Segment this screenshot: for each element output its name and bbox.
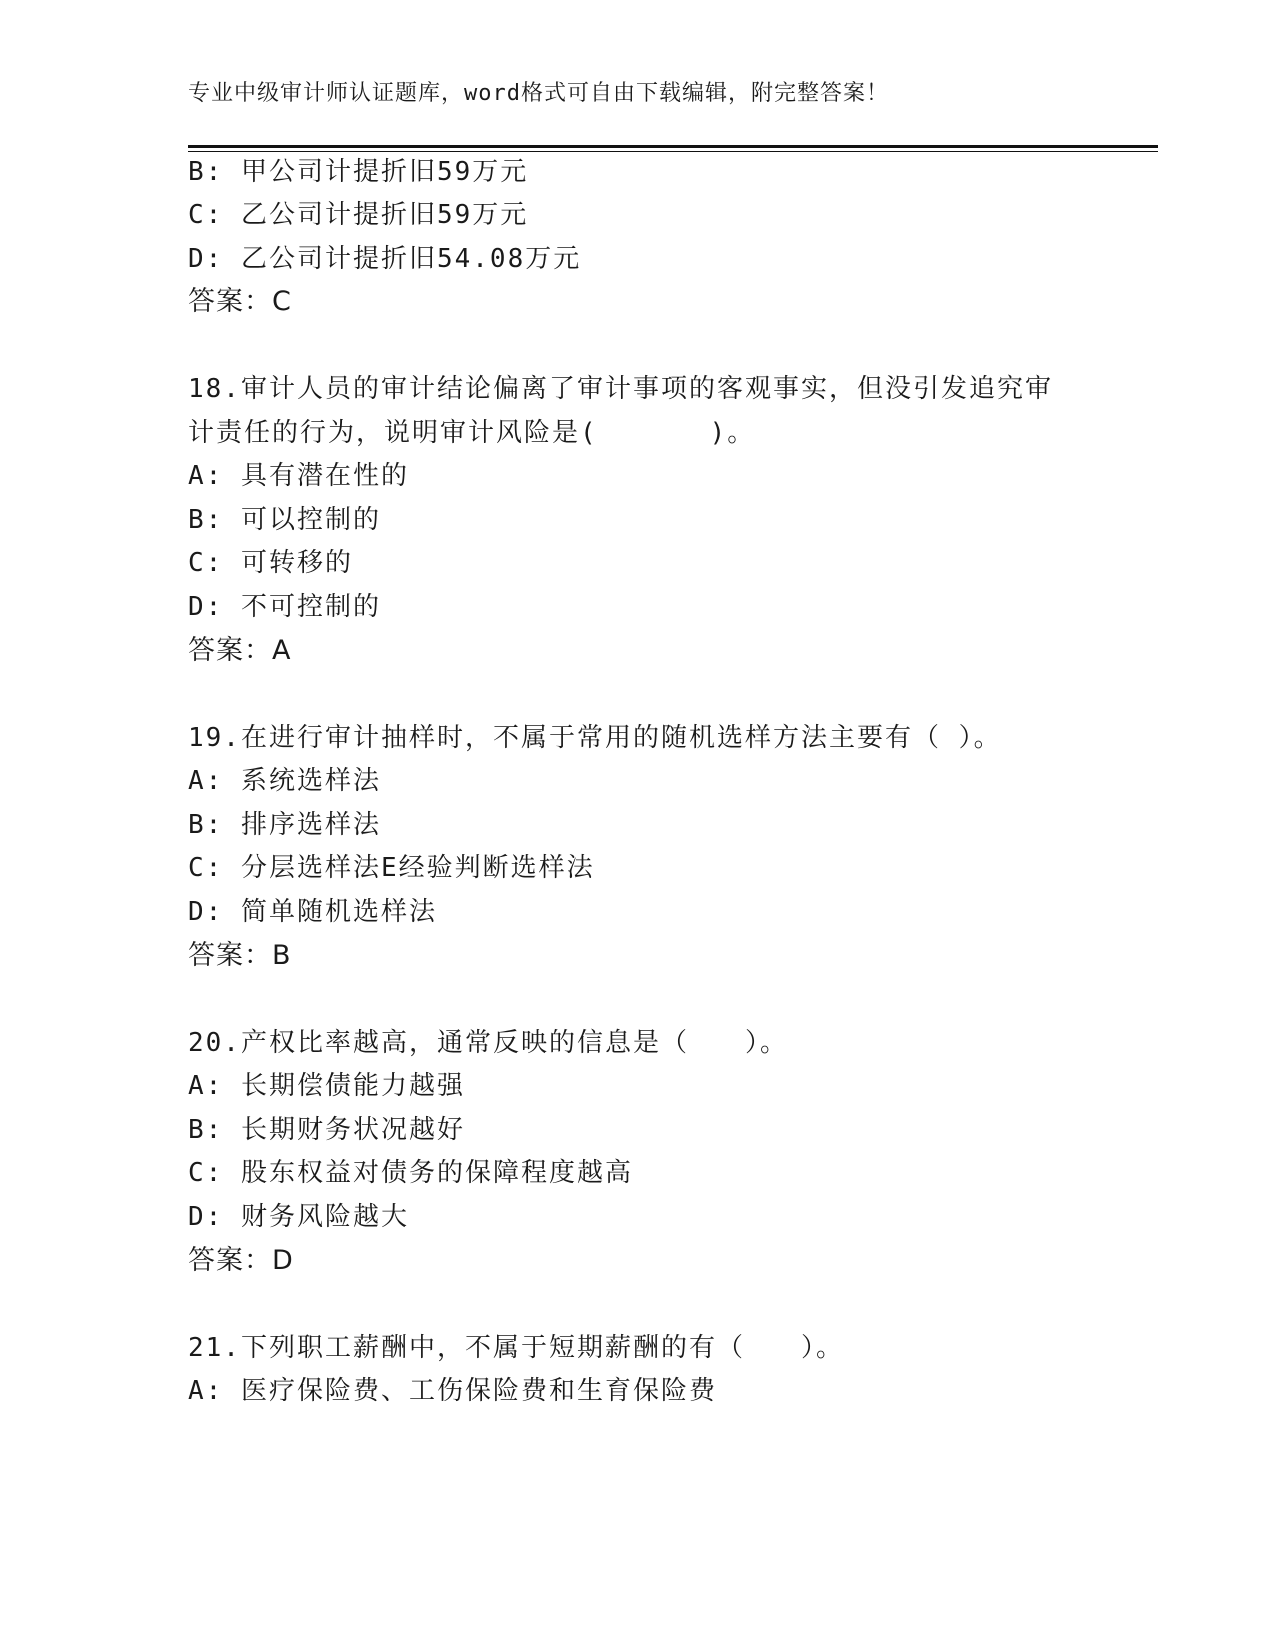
- option-a: A: 医疗保险费、工伤保险费和生育保险费: [188, 1376, 717, 1406]
- question-stem: 18.审计人员的审计结论偏离了审计事项的客观事实，但没引发追究审: [188, 374, 1053, 404]
- page-header: 专业中级审计师认证题库，word格式可自由下载编辑，附完整答案！: [188, 81, 889, 106]
- option-a: A: 系统选样法: [188, 766, 381, 796]
- option-c: C: 可转移的: [188, 548, 353, 578]
- question-stem: 19.在进行审计抽样时，不属于常用的随机选样方法主要有（ ）。: [188, 723, 1002, 753]
- answer: 答案：A: [188, 635, 292, 666]
- option-d: D: 乙公司计提折旧54.08万元: [188, 244, 582, 274]
- answer: 答案：B: [188, 940, 292, 971]
- option-b: B: 长期财务状况越好: [188, 1115, 465, 1145]
- option-a: A: 长期偿债能力越强: [188, 1071, 465, 1101]
- header-rule-thin: [188, 151, 1158, 152]
- question-stem-continued: 计责任的行为，说明审计风险是( )。: [188, 418, 756, 448]
- option-b: B: 甲公司计提折旧59万元: [188, 157, 529, 187]
- question-stem: 21.下列职工薪酬中，不属于短期薪酬的有（ ）。: [188, 1333, 844, 1363]
- option-d: D: 财务风险越大: [188, 1202, 409, 1232]
- question-stem: 20.产权比率越高，通常反映的信息是（ ）。: [188, 1028, 788, 1058]
- answer: 答案：C: [188, 286, 292, 317]
- option-c: C: 股东权益对债务的保障程度越高: [188, 1158, 633, 1188]
- option-c: C: 乙公司计提折旧59万元: [188, 200, 529, 230]
- header-rule-thick: [188, 145, 1158, 148]
- option-b: B: 排序选样法: [188, 810, 381, 840]
- option-d: D: 简单随机选样法: [188, 897, 437, 927]
- option-c: C: 分层选样法E经验判断选样法: [188, 853, 595, 883]
- option-a: A: 具有潜在性的: [188, 461, 409, 491]
- answer: 答案：D: [188, 1245, 294, 1276]
- option-d: D: 不可控制的: [188, 592, 381, 622]
- option-b: B: 可以控制的: [188, 505, 381, 535]
